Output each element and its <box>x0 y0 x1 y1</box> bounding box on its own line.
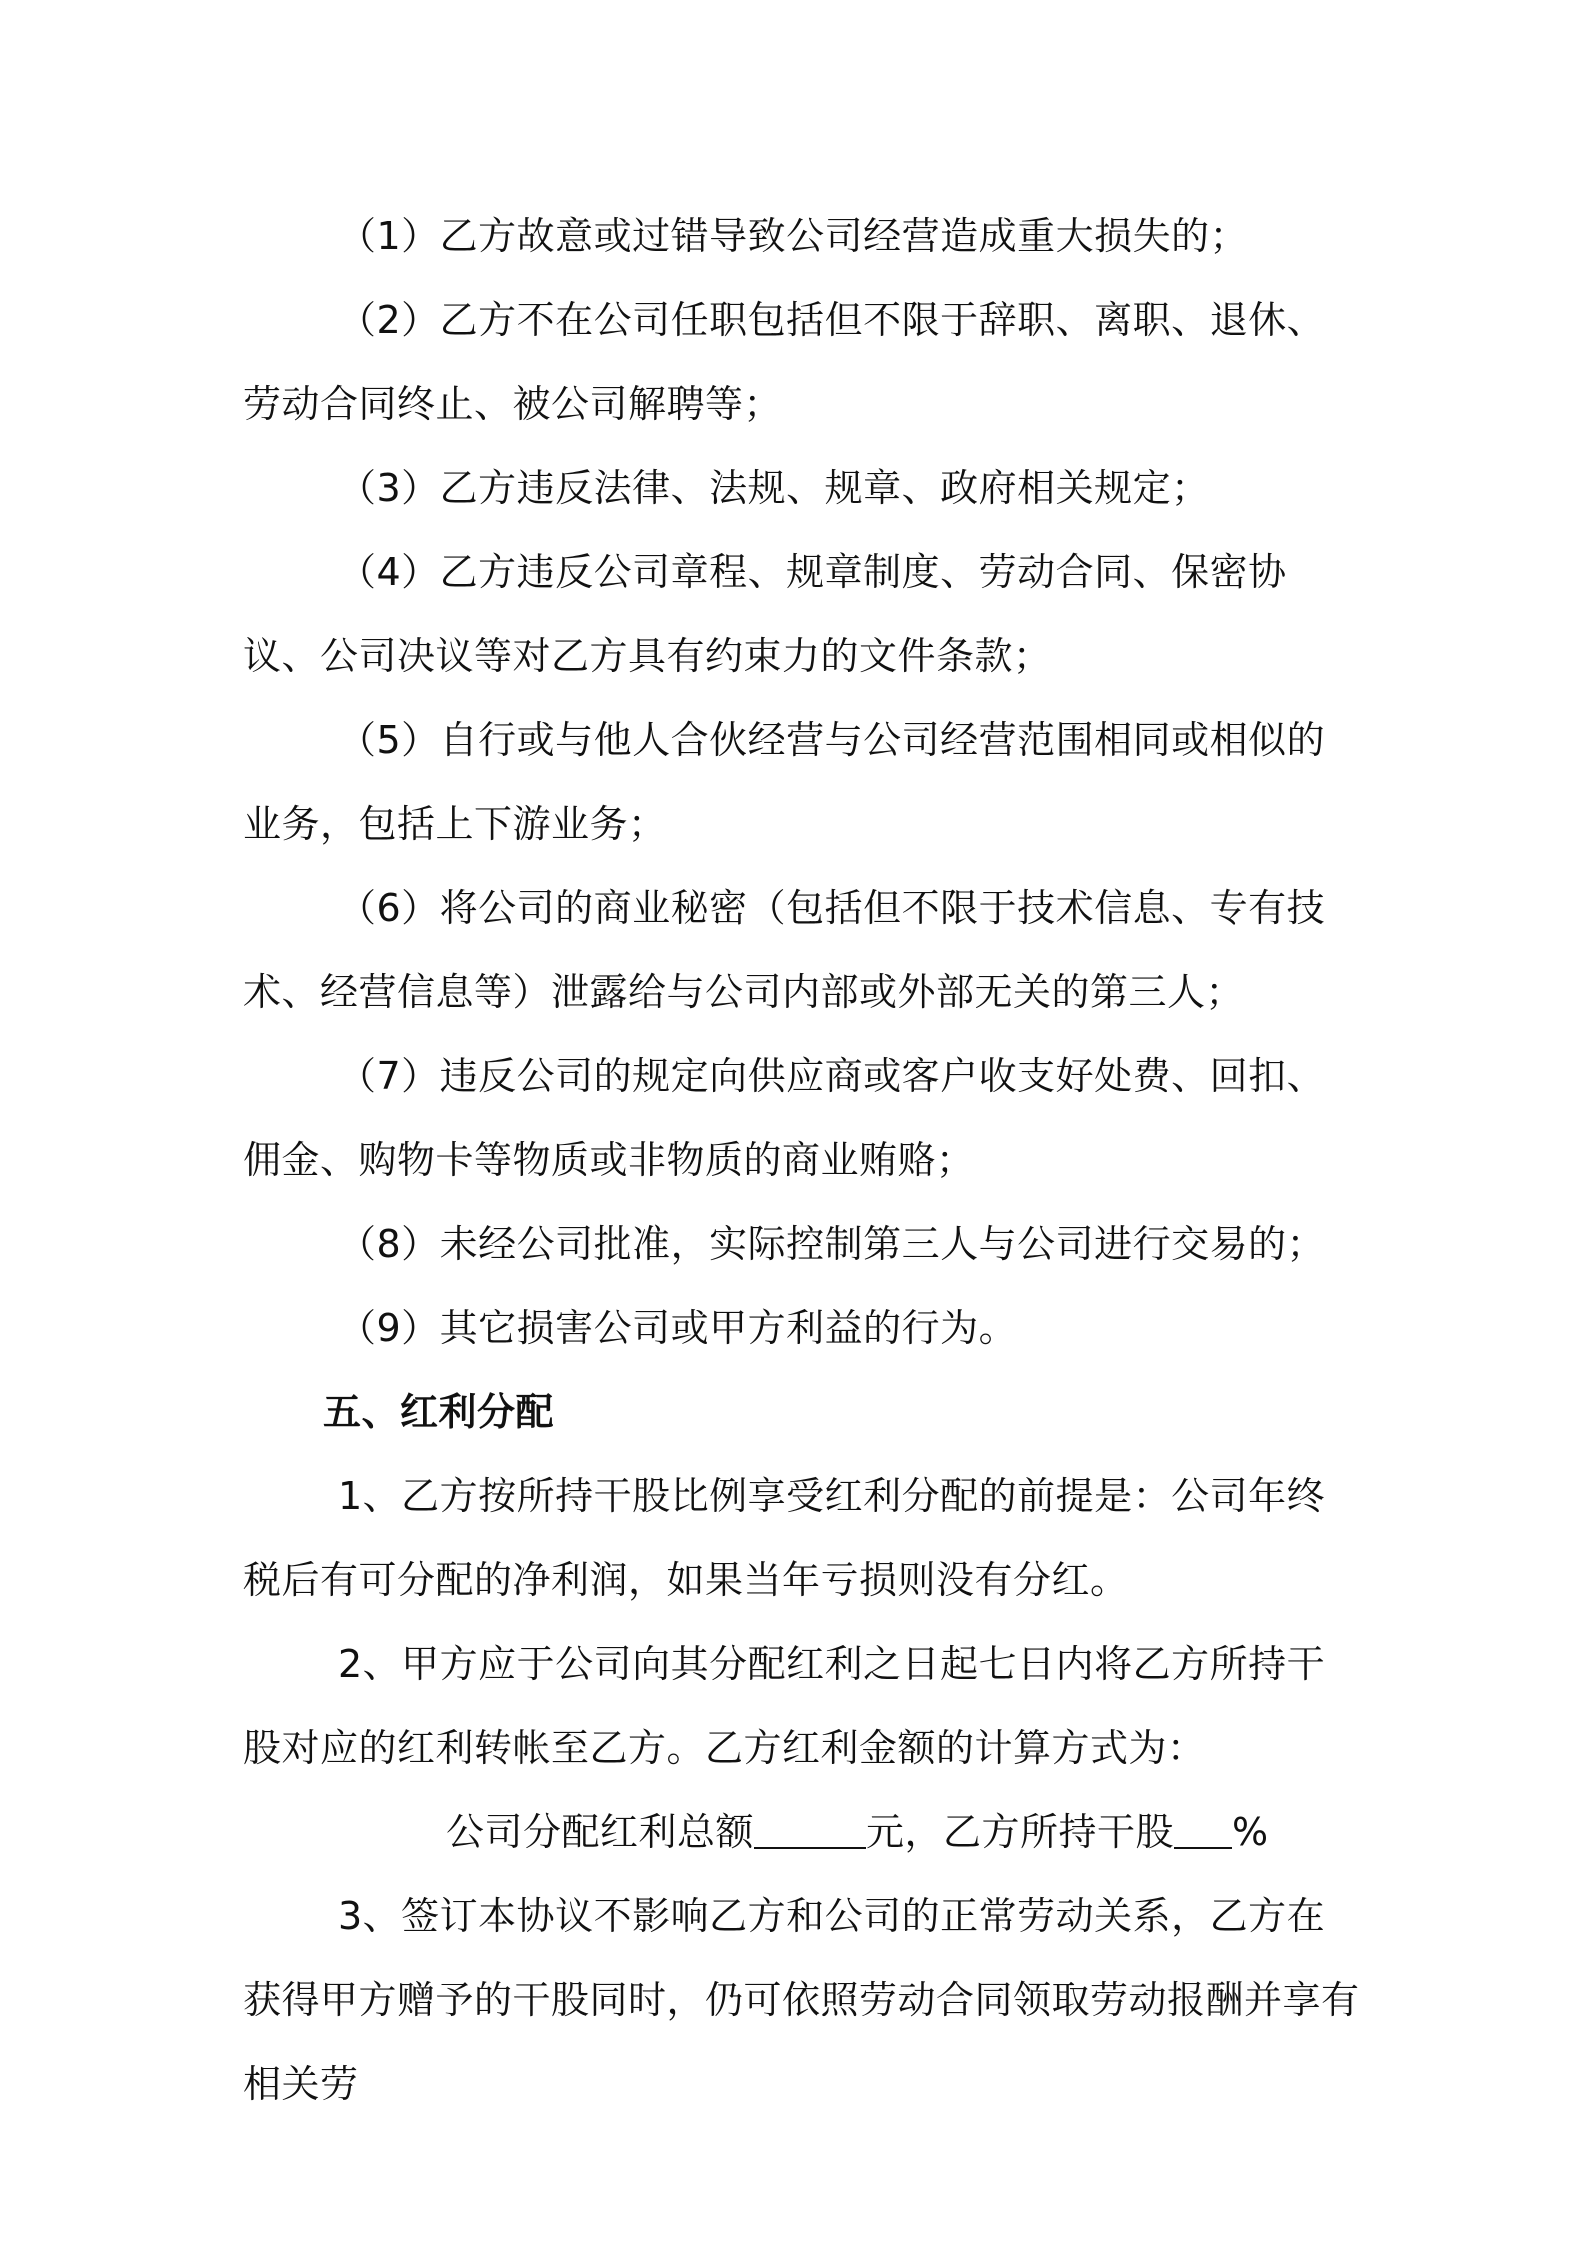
dividend-formula <box>243 1790 1363 1874</box>
clause-item-2: （2）乙方不在公司任职包括但不限于辞职、离职、退休、劳动合同终止、被公司解聘等； <box>243 298 1326 426</box>
section-heading: 五、红利分配 <box>323 1390 555 1434</box>
clause-item-3: （3）乙方违反法律、法规、规章、政府相关规定； <box>338 466 1210 510</box>
clause-item-9: （9）其它损害公司或甲方利益的行为。 <box>338 1306 1018 1350</box>
share-percent-blank[interactable] <box>1174 1813 1232 1849</box>
clause-item-6: （6）将公司的商业秘密（包括但不限于技术信息、专有技术、经营信息等）泄露给与公司内部或外部无关的第三人； <box>243 886 1326 1014</box>
dividend-clause-3: 3、签订本协议不影响乙方和公司的正常劳动关系，乙方在获得甲方赠予的干股同时，仍可依照劳动合同领取劳动报酬并享有相关劳 <box>243 1894 1360 2106</box>
formula-total-label: 公司分配红利总额 <box>446 1810 755 1854</box>
clause-item-7: （7）违反公司的规定向供应商或客户收支好处费、回扣、佣金、购物卡等物质或非物质的商业贿赂； <box>243 1054 1326 1182</box>
formula-percent-sign: % <box>1232 1810 1269 1854</box>
clause-item-5: （5）自行或与他人合伙经营与公司经营范围相同或相似的业务，包括上下游业务； <box>243 718 1326 846</box>
clause-item-4: （4）乙方违反公司章程、规章制度、劳动合同、保密协议、公司决议等对乙方具有约束力的文件条款； <box>243 550 1287 678</box>
formula-share-label: 元，乙方所持干股 <box>866 1810 1175 1854</box>
clause-item-1: （1）乙方故意或过错导致公司经营造成重大损失的； <box>338 214 1249 258</box>
clause-item-8: （8）未经公司批准，实际控制第三人与公司进行交易的； <box>338 1222 1326 1266</box>
dividend-clause-1: 1、乙方按所持干股比例享受红利分配的前提是：公司年终税后有可分配的净利润，如果当年亏损则没有分红。 <box>243 1474 1326 1602</box>
total-amount-blank[interactable] <box>754 1813 866 1849</box>
dividend-clause-2: 2、甲方应于公司向其分配红利之日起七日内将乙方所持干股对应的红利转帐至乙方。乙方红利金额的计算方式为： <box>243 1642 1326 1770</box>
document-body <box>243 194 1363 2126</box>
